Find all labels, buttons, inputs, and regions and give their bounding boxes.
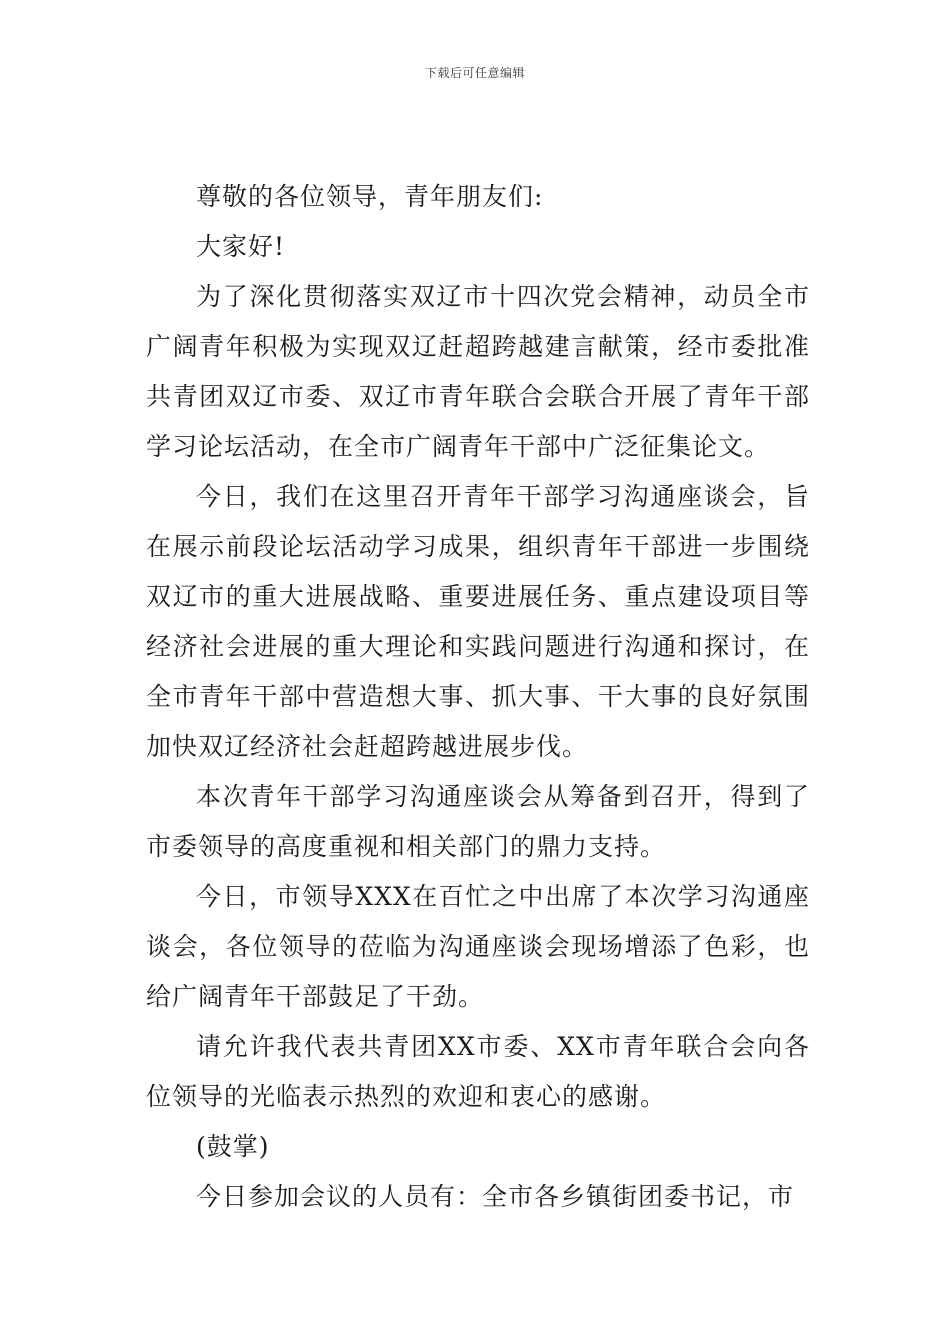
paragraph: 今日参加会议的人员有：全市各乡镇街团委书记，市	[196, 1182, 795, 1211]
paragraph-salutation: 尊敬的各位领导，青年朋友们:	[196, 182, 544, 211]
paragraph: 为了深化贯彻落实双辽市十四次党会精神，动员全市广阔青年积极为实现双辽赶超跨越建言献策，经市委批准共青团双辽市委、双辽市青年联合会联合开展了青年干部学习论坛活动，在全市广阔青年干部中广泛征集论文。	[146, 282, 810, 461]
paragraph: 本次青年干部学习沟通座谈会从筹备到召开，得到了市委领导的高度重视和相关部门的鼎力支持。	[146, 782, 810, 861]
document-body	[146, 172, 810, 1222]
paragraph: 今日，我们在这里召开青年干部学习沟通座谈会，旨在展示前段论坛活动学习成果，组织青年干部进一步围绕双辽市的重大进展战略、重要进展任务、重点建设项目等经济社会进展的重大理论和实践问题进行沟通和探讨，在全市青年干部中营造想大事、抓大事、干大事的良好氛围加快双辽经济社会赶超跨越进展步伐。	[146, 482, 810, 761]
paragraph: 今日，市领导XXX在百忙之中出席了本次学习沟通座谈会，各位领导的莅临为沟通座谈会现场增添了色彩，也给广阔青年干部鼓足了干劲。	[146, 882, 810, 1011]
paragraph-greeting: 大家好!	[196, 232, 286, 261]
paragraph: 请允许我代表共青团XX市委、XX市青年联合会向各位领导的光临表示热烈的欢迎和衷心的感谢。	[146, 1032, 810, 1111]
page-header-note: 下载后可任意编辑	[424, 66, 525, 80]
paragraph-applause: (鼓掌)	[196, 1132, 270, 1161]
